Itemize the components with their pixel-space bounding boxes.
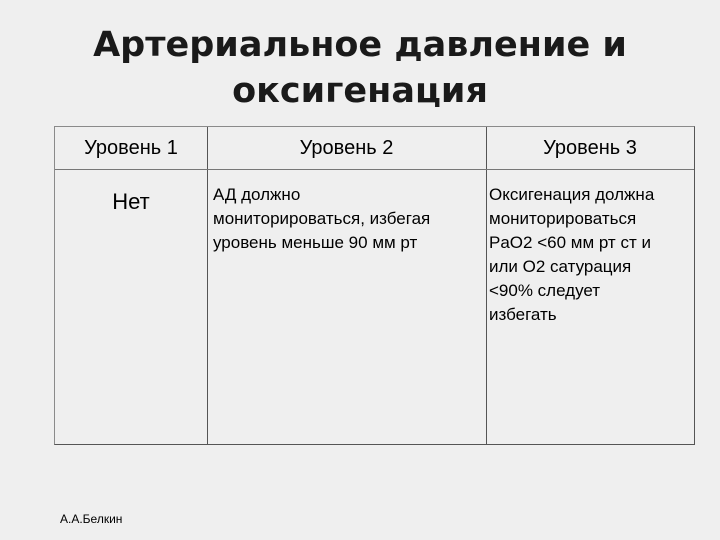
cell-level-3-text (489, 183, 693, 327)
cell-level-3-line: или O2 сатурация (489, 257, 632, 276)
cell-level-3-line: <90% следует (489, 281, 601, 300)
header-level-2: Уровень 2 (299, 137, 394, 159)
cell-level-1-value: Нет (112, 189, 150, 214)
column-divider-1 (207, 127, 208, 444)
header-level-3: Уровень 3 (543, 137, 637, 159)
slide-title-line-2: оксигенация (232, 71, 488, 111)
cell-level-2-text (213, 183, 483, 255)
levels-table (54, 126, 695, 445)
header-level-1: Уровень 1 (84, 137, 178, 159)
slide-title-line-1: Артериальное давление и (93, 25, 627, 65)
slide-title (40, 22, 680, 114)
cell-level-2-line: уровень меньше 90 мм рт (213, 233, 418, 252)
cell-level-3-line: PaO2 <60 мм рт ст и (489, 233, 651, 252)
cell-level-3-line: мониторироваться (489, 209, 637, 228)
author-footer: А.А.Белкин (60, 512, 123, 526)
cell-level-2-line: мониторироваться, избегая (213, 209, 431, 228)
header-row-divider (55, 169, 694, 170)
cell-level-3-line: избегать (489, 305, 557, 324)
cell-level-3-line: Оксигенация должна (489, 185, 655, 204)
column-divider-2 (486, 127, 487, 444)
cell-level-2-line: АД должно (213, 185, 301, 204)
